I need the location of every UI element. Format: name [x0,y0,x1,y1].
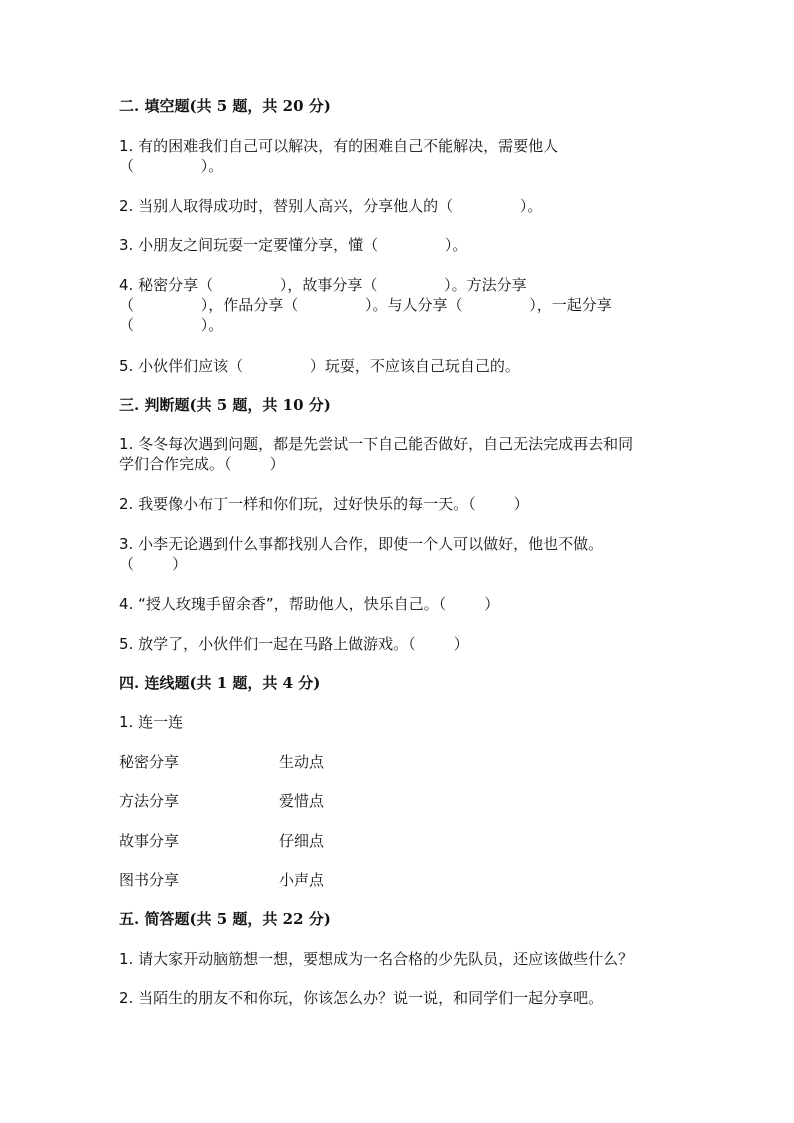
match-left-item: 故事分享 [119,832,180,850]
fill-q1-line1: 1. 有的困难我们自己可以解决，有的困难自己不能解决，需要他人 [119,137,559,155]
section-title-judge: 三. 判断题(共 5 题，共 10 分) [119,396,331,414]
match-q1: 1. 连一连 [119,713,184,731]
fill-q3: 3. 小朋友之间玩耍一定要懂分享，懂（ ）。 [119,236,468,254]
fill-q4-line1: 4. 秘密分享（ ），故事分享（ ）。方法分享 [119,276,527,294]
match-left-item: 方法分享 [119,792,180,810]
match-right-item: 仔细点 [279,832,325,850]
match-right-item: 生动点 [279,753,325,771]
judge-q3-line2: （ ） [119,555,188,573]
short-q2: 2. 当陌生的朋友不和你玩，你该怎么办？说一说，和同学们一起分享吧。 [119,989,604,1007]
fill-q4-line2: （ ），作品分享（ ）。与人分享（ ），一起分享 [119,296,612,314]
fill-q5: 5. 小伙伴们应该（ ）玩耍，不应该自己玩自己的。 [119,357,520,375]
judge-q2: 2. 我要像小布丁一样和你们玩，过好快乐的每一天。（ ） [119,495,529,513]
judge-q4: 4. “授人玫瑰手留余香”，帮助他人，快乐自己。（ ） [119,595,500,613]
judge-q1-line1: 1. 冬冬每次遇到问题，都是先尝试一下自己能否做好，自己无法完成再去和同 [119,435,634,453]
match-left-item: 图书分享 [119,871,180,889]
section-title-match: 四. 连线题(共 1 题，共 4 分) [119,674,321,692]
fill-q2: 2. 当别人取得成功时，替别人高兴，分享他人的（ ）。 [119,197,543,215]
match-right-item: 小声点 [279,871,325,889]
judge-q5: 5. 放学了，小伙伴们一起在马路上做游戏。（ ） [119,635,469,653]
match-right-item: 爱惜点 [279,792,325,810]
short-q1: 1. 请大家开动脑筋想一想，要想成为一名合格的少先队员，还应该做些什么？ [119,950,634,968]
fill-q4-line3: （ ）。 [119,316,224,334]
match-left-item: 秘密分享 [119,753,180,771]
fill-q1-line2: （ ）。 [119,157,224,175]
section-title-fill: 二. 填空题(共 5 题，共 20 分) [119,97,331,115]
judge-q1-line2: 学们合作完成。（ ） [119,455,285,473]
judge-q3-line1: 3. 小李无论遇到什么事都找别人合作，即使一个人可以做好，他也不做。 [119,535,604,553]
section-title-short: 五. 简答题(共 5 题，共 22 分) [119,910,331,928]
